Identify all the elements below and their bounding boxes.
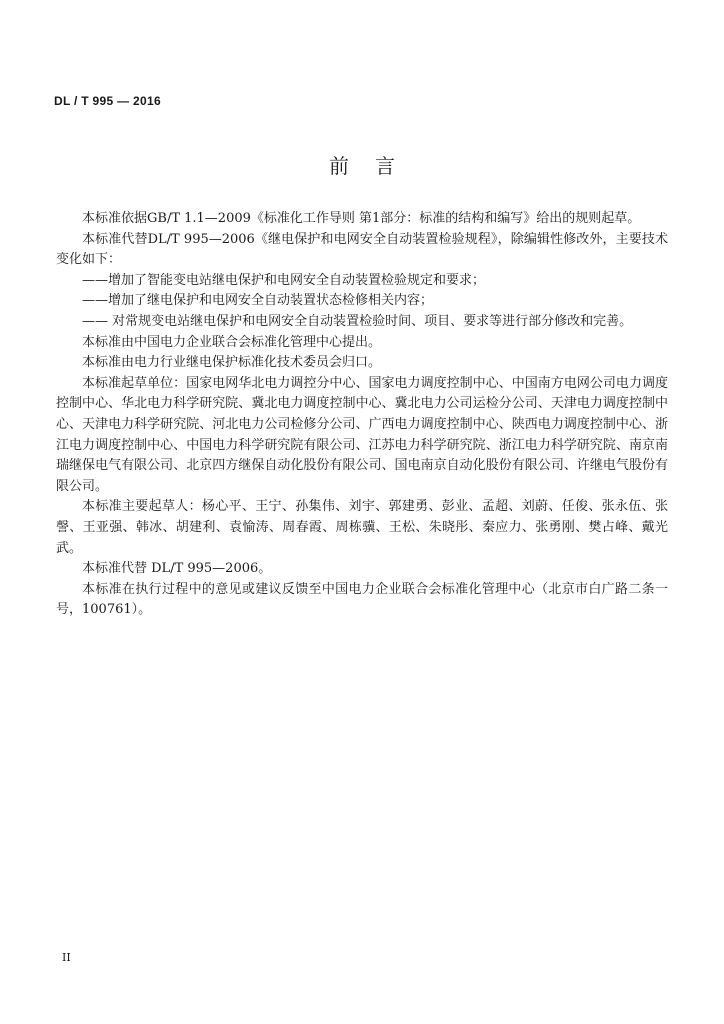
page-title: 前言	[329, 154, 421, 178]
paragraph-drafting-rules: 本标准依据GB/T 1.1—2009《标准化工作导则 第1部分：标准的结构和编写》给出的规则起草。	[82, 211, 641, 226]
paragraph-replacement-changes: 本标准代替DL/T 995—2006《继电保护和电网安全自动装置检验规程》，除编辑性修改外，主要技术变化如下：	[56, 231, 668, 268]
list-item-change-1: ——增加了智能变电站继电保护和电网安全自动装置检验规定和要求；	[82, 272, 486, 288]
page-number: II	[62, 951, 71, 964]
paragraph-drafters: 本标准主要起草人：杨心平、王宁、孙集伟、刘宇、郭建勇、彭业、孟超、刘蔚、任俊、张永伍、张謦、王亚强、韩冰、胡建利、袁愉涛、周春霞、周栋骥、王松、朱晓彤、秦应力、张勇刚、樊占峰、戴光武。	[56, 499, 668, 556]
foreword-body	[56, 209, 668, 621]
paragraph-feedback: 本标准在执行过程中的意见或建议反馈至中国电力企业联合会标准化管理中心（北京市白广路二条一号，100761）。	[56, 581, 668, 618]
list-item-change-2: ——增加了继电保护和电网安全自动装置状态检修相关内容；	[82, 293, 434, 309]
paragraph-supersedes: 本标准代替 DL/T 995—2006。	[82, 561, 272, 577]
paragraph-proposed-by: 本标准由中国电力企业联合会标准化管理中心提出。	[82, 334, 382, 350]
paragraph-drafting-units: 本标准起草单位：国家电网华北电力调控分中心、国家电力调度控制中心、中国南方电网公司电力调度控制中心、华北电力科学研究院、冀北电力调度控制中心、冀北电力公司运检分公司、天津电力调度控制中心、天津电力科学研究院、河北电力公司检修分公司、广西电力调度控制中心、陕西电力调度控制中心、浙江电力调度控制中心、中国电力科学研究院有限公司、江苏电力科学研究院、浙江电力科学研究院、南京南瑞继保电气有限公司、北京四方继保自动化股份有限公司、国电南京自动化股份有限公司、许继电气股份有限公司。	[56, 375, 668, 494]
list-item-change-3: —— 对常规变电站继电保护和电网安全自动装置检验时间、项目、要求等进行部分修改和完善。	[82, 313, 633, 329]
standard-number: DL / T 995 — 2016	[54, 94, 161, 108]
paragraph-administered-by: 本标准由电力行业继电保护标准化技术委员会归口。	[82, 355, 382, 371]
